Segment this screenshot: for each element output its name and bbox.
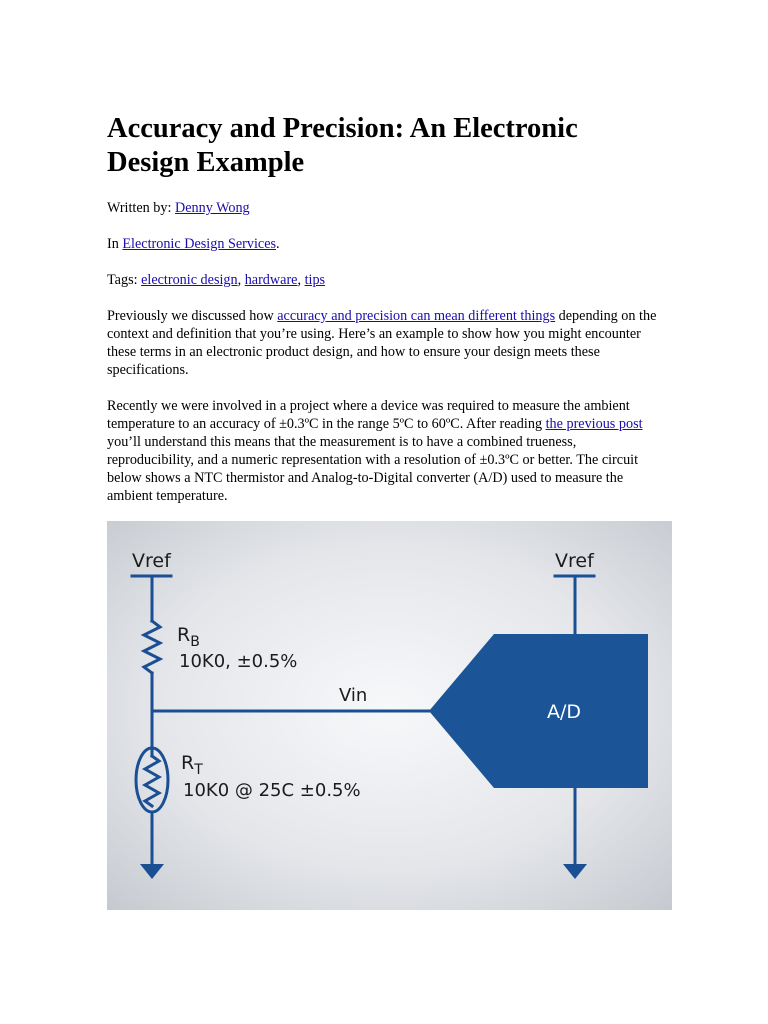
category-line: [107, 236, 280, 253]
author-line: [107, 200, 250, 217]
rb-name-subscript: B: [190, 634, 200, 650]
tag-separator: ,: [297, 272, 305, 288]
previous-post-link[interactable]: the previous post: [545, 416, 643, 432]
tag-link-hardware[interactable]: hardware: [244, 272, 298, 288]
tag-link-electronic-design[interactable]: electronic design: [141, 272, 238, 288]
tag-link-tips[interactable]: tips: [304, 272, 326, 288]
rb-value: 10K0, ±0.5%: [179, 651, 298, 672]
rb-name-letter: R: [177, 624, 191, 646]
intro-text-before: Previously we discussed how: [107, 308, 278, 324]
rt-name-subscript: T: [194, 762, 203, 778]
accuracy-precision-link[interactable]: accuracy and precision can mean different things: [277, 308, 556, 324]
article-title: Accuracy and Precision: An Electronic Design Example: [107, 113, 578, 178]
intro-text-after: depending on the context and definition that you’re using. Here’s an example to show how you might encounter these terms in an electronic product design, and how to ensure your design meets these specifications.: [107, 308, 657, 378]
project-paragraph: [107, 397, 663, 505]
author-link[interactable]: Denny Wong: [175, 200, 250, 216]
project-text-before: Recently we were involved in a project where a device was required to measure the ambient temperature to an accuracy of ±0.3ºC in the range 5ºC to 60ºC. After reading: [107, 398, 630, 432]
vin-label: Vin: [339, 685, 368, 706]
category-suffix: .: [276, 236, 280, 252]
rt-name-letter: R: [181, 752, 195, 774]
tag-separator: ,: [237, 272, 245, 288]
project-text-after: you’ll understand this means that the measurement is to have a combined trueness, reproducibility, and a numeric representation with a resolution of ±0.3ºC or better. The circuit below shows a NTC thermistor and Analog-to-Digital converter (A/D) used to measure the ambient temperature.: [107, 434, 639, 504]
author-prefix: Written by:: [107, 200, 175, 216]
vref-right-label: Vref: [555, 550, 594, 572]
ad-label: A/D: [547, 701, 582, 723]
intro-paragraph: [107, 307, 663, 379]
category-prefix: In: [107, 236, 123, 252]
category-link[interactable]: Electronic Design Services: [122, 236, 277, 252]
rt-value: 10K0 @ 25C ±0.5%: [183, 780, 361, 801]
tags-prefix: Tags:: [107, 272, 142, 288]
vref-left-label: Vref: [132, 550, 171, 572]
circuit-diagram-svg: [107, 521, 672, 910]
tags-line: [107, 272, 325, 289]
circuit-diagram: [107, 521, 672, 910]
